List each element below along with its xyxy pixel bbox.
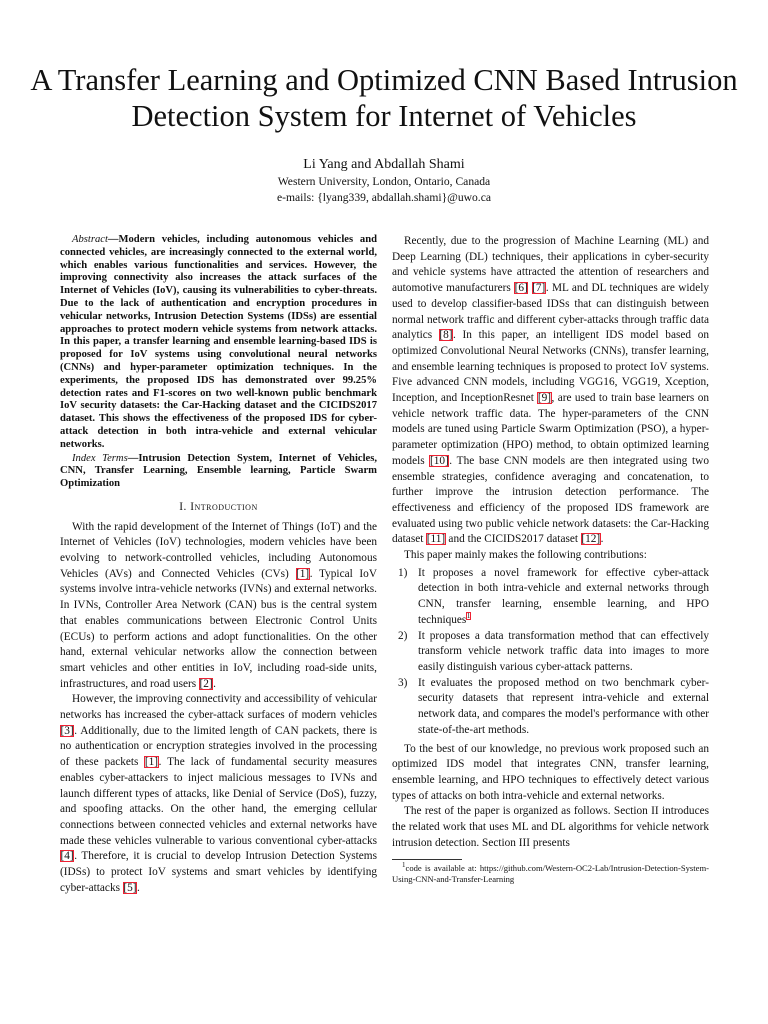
list-number: 1) [398, 566, 408, 579]
citation-link[interactable]: [11] [426, 533, 446, 546]
citation-link[interactable]: [3] [60, 724, 74, 737]
author-emails: e-mails: {lyang339, abdallah.shami}@uwo.ca [276, 191, 491, 204]
citation-link[interactable]: [7] [532, 282, 546, 295]
intro-paragraph-4: To the best of our knowledge, no previous work proposed such an optimized IDS model that integrates CNN, transfer learning, ensemble learning, and HPO techniques to effectively detect various types of attacks on both intra-vehicle and external networks. [392, 742, 709, 802]
text-span: . Typical IoV systems involve intra-vehicle networks (IVNs) and external networks. In IVNs, Controller Area Network (CAN) bus is the central system that enables communications between Electronic Control Units (ECUs) to perform actions and adopt functionalities. On the other hand, external vehicular networks allow the connection between smart vehicles and other entities in IoV, including road-side units, infrastructures, and road users [60, 567, 377, 690]
citation-link[interactable]: [4] [60, 850, 74, 863]
right-column [392, 234, 709, 885]
text-span: . In this paper, an intelligent IDS model based on optimized Convolutional Neural Networks (CNNs), transfer learning, and ensemble learning techniques is proposed to protect IoV systems. Five advanced CNN models, including VGG16, VGG19, Xception, Inception, and InceptionResnet [392, 329, 709, 405]
intro-paragraph-1 [60, 520, 377, 693]
section-title: Introduction [190, 500, 258, 513]
contributions-intro: This paper mainly makes the following contributions: [404, 549, 647, 562]
abstract-label: Abstract [72, 234, 108, 245]
text-span: . [600, 533, 604, 546]
abstract [60, 234, 377, 452]
text-span: However, the improving connectivity and accessibility of vehicular networks has increased the cyber-attack surfaces of modern vehicles [60, 693, 377, 722]
citation-link[interactable]: [1] [296, 567, 310, 580]
contributions-list [392, 566, 709, 739]
footnote [392, 863, 709, 885]
list-item [392, 566, 709, 629]
citation-link[interactable]: [1] [144, 756, 159, 769]
text-span: . [213, 677, 216, 690]
citation-link[interactable]: [12] [581, 533, 601, 546]
footnote-divider [392, 859, 462, 860]
text-span: With the rapid development of the Internet of Things (IoT) and the Internet of Vehicles (IoV) technologies, modern vehicles have been evolving to network-controlled vehicles, including Autonomous Vehicles (AVs) and Connected Vehicles (CVs) [60, 520, 377, 580]
section-heading-introduction [60, 500, 377, 516]
text-span: and the CICIDS2017 dataset [445, 533, 581, 546]
paper-title: A Transfer Learning and Optimized CNN Based Intrusion Detection System for Internet of Vehicles [30, 63, 738, 133]
text-span: . Therefore, it is crucial to develop Intrusion Detection Systems (IDSs) to protect IoV systems and smart vehicles by identifying cyber-attacks [60, 850, 377, 894]
author-names: Li Yang and Abdallah Shami [303, 157, 465, 172]
citation-link[interactable]: [5] [123, 881, 137, 894]
affiliation-block [30, 174, 738, 206]
footnote-text[interactable]: code is available at: https://github.com/Western-OC2-Lab/Intrusion-Detection-System-Using-CNN-and-Transfer-Learning [392, 863, 709, 885]
text-span: . The lack of fundamental security measures enables cyber-attackers to inject malicious messages to IVNs and launch different types of attacks, like Denial of Service (DoS), fuzzy, and spoofing attacks. On the other hand, the emerging cellular connections between connected vehicles and external networks have made these vehicles vulnerable to various conventional cyber-attacks [60, 756, 377, 847]
list-text: It proposes a novel framework for effective cyber-attack detection in both intra-vehicle and external networks through CNN, transfer learning, ensemble learning, and HPO techniques [418, 566, 709, 626]
citation-link[interactable]: [2] [199, 677, 213, 690]
left-column [60, 234, 377, 897]
list-number: 3) [398, 676, 408, 689]
affiliation: Western University, London, Ontario, Canada [277, 175, 491, 188]
text-span: . The base CNN models are then integrated using two ensemble strategies, confidence averaging and concatenation, to further improve the intrusion detection performance. The effectiveness and efficiency of the proposed IDS framework are evaluated using two public vehicle network datasets: the Car-Hacking dataset [392, 454, 709, 546]
index-terms [60, 453, 377, 491]
text-span: . ML and DL techniques are widely used to develop classifier-based IDSs that can distinguish between normal network traffic and different cyber-attacks through traffic data analytics [392, 282, 709, 342]
section-number: I. [179, 500, 187, 513]
index-terms-label: Index Terms [72, 452, 128, 464]
text-span: Recently, due to the progression of Machine Learning (ML) and Deep Learning (DL) techniques, their applications in cyber-security and vehicle systems have attracted the attention of researchers and automotive manufacturers [392, 235, 709, 295]
list-item [392, 629, 709, 676]
list-item [392, 676, 709, 739]
intro-paragraph-2 [60, 692, 377, 896]
text-span: , are used to train base learners on vehicle network traffic data. The hyper-parameters of the CNN models are tuned using Particle Swarm Optimization (PSO), a hyper-parameter optimization (HPO) method, to obtain optimized learning models [392, 392, 709, 467]
abstract-text: —Modern vehicles, including autonomous vehicles and connected vehicles, are increasingly connected to the external world, which enables various functionalities and services. However, the improving connectivity also increases the attack surfaces of the Internet of Vehicles (IoV), causing its vulnerabilities to cyber-threats. Due to the lack of authentication and encryption procedures in vehicular networks, Intrusion Detection Systems (IDSs) are essential approaches to protect modern vehicle systems from network attacks. In this paper, a transfer learning and ensemble learning-based IDS is proposed for IoV systems using convolutional neural networks (CNNs) and hyper-parameter optimization techniques. In the experiments, the proposed IDS has demonstrated over 99.25% detection rates and F1-scores on two well-known public benchmark IoV security datasets: the Car-Hacking dataset and the CICIDS2017 dataset. This shows the effectiveness of the proposed IDS for cyber-attack detection in both intra-vehicle and external vehicular networks. [60, 234, 377, 450]
citation-link[interactable]: [8] [439, 329, 453, 342]
citation-link[interactable]: [9] [537, 392, 551, 405]
text-span: . Additionally, due to the limited length of CAN packets, there is no authentication or encryption strategies involved in the processing of these packets [60, 724, 377, 769]
footnote-link[interactable]: 1 [466, 612, 471, 621]
intro-paragraph-5: The rest of the paper is organized as follows. Section II introduces the related work that uses ML and DL algorithms for vehicle network intrusion detection. Section III presents [392, 805, 709, 849]
citation-link[interactable]: [10] [429, 454, 449, 467]
index-terms-text: —Intrusion Detection System, Internet of Vehicles, CNN, Transfer Learning, Ensemble learning, Particle Swarm Optimization [60, 452, 378, 490]
citation-link[interactable]: [6] [514, 282, 528, 295]
footnote-mark: 1 [402, 861, 406, 870]
intro-paragraph-3 [392, 234, 709, 548]
list-text: It evaluates the proposed method on two benchmark cyber-security datasets that represent intra-vehicle and external network data, and compares the model's performance with other state-of-the-art methods. [418, 676, 709, 736]
text-span: . [137, 881, 140, 894]
list-number: 2) [398, 629, 408, 642]
list-text: It proposes a data transformation method that can effectively transform vehicle network traffic data into images to more easily distinguish various cyber-attack patterns. [418, 629, 709, 673]
